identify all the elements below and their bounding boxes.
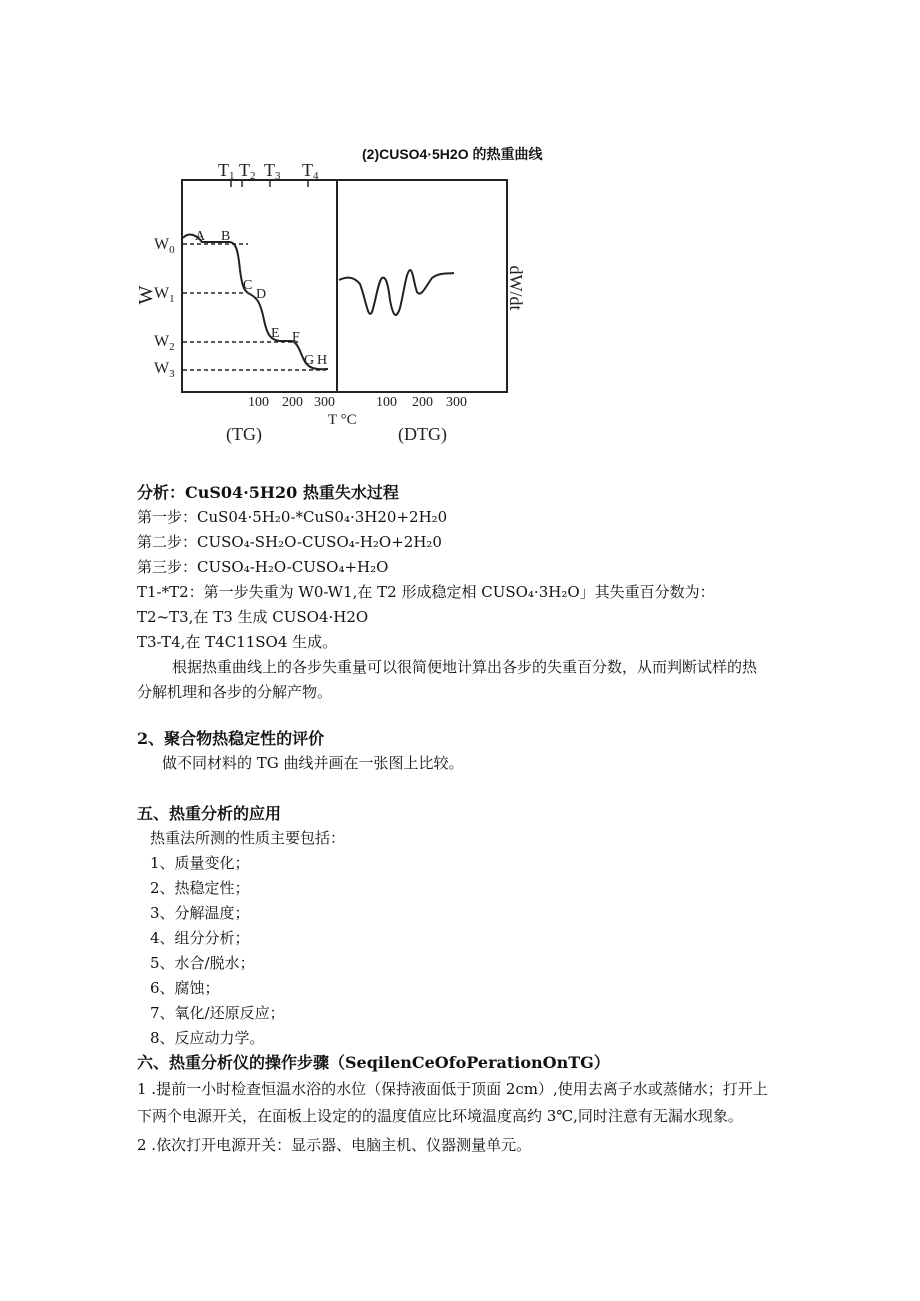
x-unit-label: T °C: [328, 412, 357, 428]
dtg-curve: [339, 270, 454, 315]
analysis-paragraph-line-1: 根据热重曲线上的各步失重量可以很简便地计算出各步的失重百分数，从而判断试样的热: [172, 658, 758, 676]
dtg-tick-200: 200: [412, 395, 433, 410]
dtg-tick-300: 300: [446, 395, 467, 410]
section5-item: 7、氧化/还原反应；: [150, 1004, 285, 1022]
section2-text: 做不同材料的 TG 曲线并画在一张图上比较。: [162, 754, 464, 772]
tg-tick-100: 100: [248, 395, 269, 410]
dtg-label: (DTG): [398, 424, 447, 444]
tg-tick-200: 200: [282, 395, 303, 410]
section5-item: 3、分解温度；: [150, 904, 250, 922]
w0-label: $W_0$: [154, 236, 175, 256]
analysis-range-2: T2~T3,在 T3 生成 CUSO4·H2O: [137, 608, 369, 626]
section5-heading: 五、热重分析的应用: [137, 804, 282, 823]
section5-item: 8、反应动力学。: [150, 1029, 265, 1047]
point-b: B: [221, 229, 231, 244]
figure-caption: (2)CUSO4·5H2O 的热重曲线: [362, 146, 543, 162]
tg-dtg-figure: [130, 160, 526, 450]
top-ticks: [218, 160, 319, 187]
dtg-frame: [337, 180, 507, 392]
w1-label: $W_1$: [154, 285, 175, 305]
section6-step2: 2 .依次打开电源开关：显示器、电脑主机、仪器测量单元。: [137, 1136, 532, 1154]
y-axis-label: W: [135, 285, 157, 305]
t1-label: T1: [218, 160, 235, 182]
section5-intro: 热重法所测的性质主要包括：: [150, 829, 346, 847]
tg-label: (TG): [226, 424, 262, 444]
point-d: D: [256, 287, 267, 302]
t4-label: T4: [302, 160, 319, 182]
point-h: H: [317, 353, 328, 368]
analysis-step-1: 第一步：CuS04·5H₂0-*CuS0₄·3H20+2H₂0: [137, 508, 448, 526]
t3-label: T3: [264, 160, 281, 182]
section5-item: 1、质量变化；: [150, 854, 250, 872]
section6-heading: 六、热重分析仪的操作步骤（SeqilenCeOfoPerationOnTG）: [137, 1053, 610, 1072]
w3-label: $W_3$: [154, 360, 175, 380]
tg-x-ticks: [248, 395, 335, 410]
t2-label: T2: [239, 160, 256, 182]
point-labels: [195, 229, 327, 368]
section6-step1-line2: 下两个电源开关，在面板上设定的的温度值应比环境温度高约 3℃,同时注意有无漏水现象。: [137, 1107, 743, 1125]
analysis-paragraph-line-2: 分解机理和各步的分解产物。: [137, 683, 333, 701]
analysis-step-2: 第二步：CUSO₄-SH₂O-CUSO₄-H₂O+2H₂0: [137, 533, 442, 551]
w2-label: $W_2$: [154, 333, 175, 353]
analysis-step-3: 第三步：CUSO₄-H₂O-CUSO₄+H₂O: [137, 558, 389, 576]
analysis-heading: 分析：CuS04·5H20 热重失水过程: [137, 483, 399, 502]
point-g: G: [304, 353, 315, 368]
section5-item: 5、水合/脱水；: [150, 954, 255, 972]
dtg-x-ticks: [376, 395, 467, 410]
point-e: E: [271, 326, 280, 341]
weight-levels: [154, 236, 326, 380]
section6-step1-line1: 1 .提前一小时检查恒温水浴的水位（保持液面低于顶面 2cm）,使用去离子水或蒸储水；打开上: [137, 1080, 768, 1098]
section5-item: 6、腐蚀；: [150, 979, 220, 997]
point-f: F: [292, 330, 300, 345]
section5-item: 4、组分分析；: [150, 929, 250, 947]
dtg-tick-100: 100: [376, 395, 397, 410]
section5-item: 2、热稳定性；: [150, 879, 250, 897]
point-c: C: [243, 278, 253, 293]
section2-heading: 2、聚合物热稳定性的评价: [137, 729, 325, 748]
point-a: A: [195, 229, 206, 244]
analysis-range-1: T1-*T2：第一步失重为 W0-W1,在 T2 形成稳定相 CUSO₄·3H₂O」其失重百分数为：: [137, 583, 715, 601]
right-axis-label: dW/dt: [506, 265, 526, 311]
tg-tick-300: 300: [314, 395, 335, 410]
analysis-range-3: T3-T4,在 T4C11SO4 生成。: [137, 633, 338, 651]
